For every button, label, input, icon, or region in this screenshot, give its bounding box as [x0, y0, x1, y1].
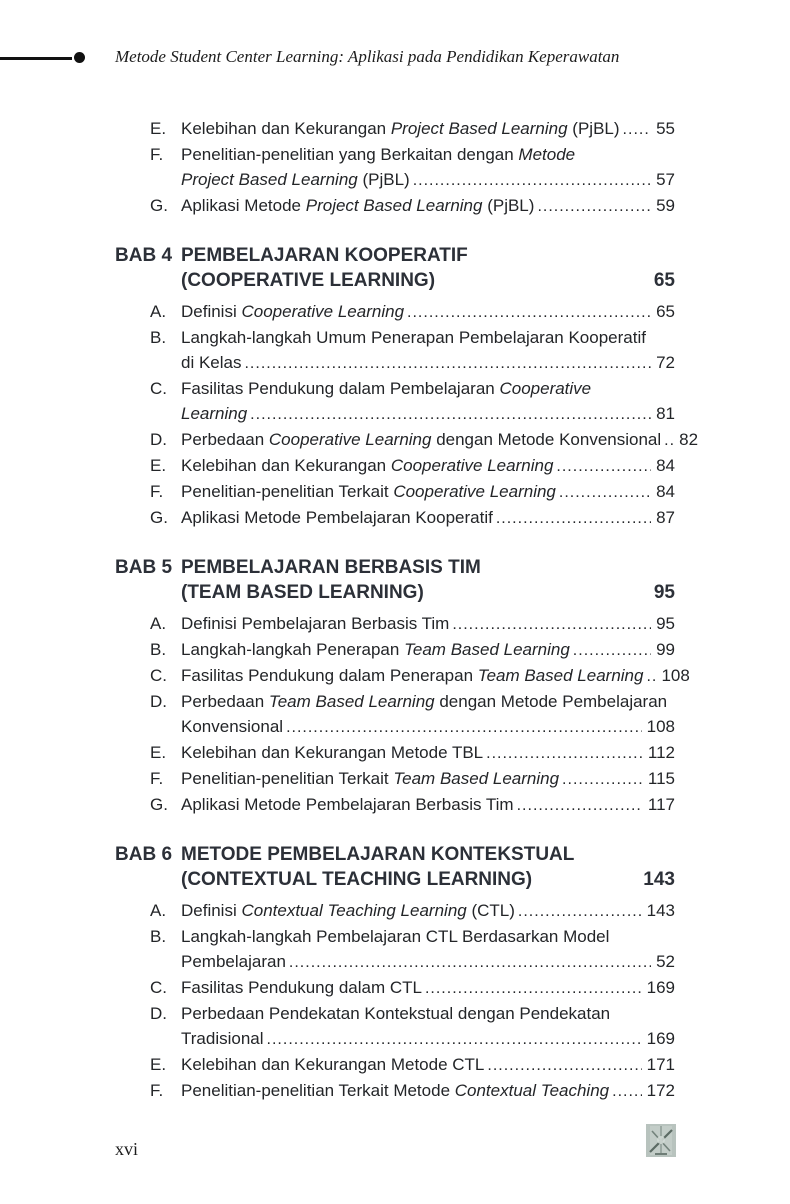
chapter-number: BAB 6	[115, 844, 173, 865]
header-bullet-icon	[74, 52, 85, 63]
toc-item-letter: D.	[150, 1004, 167, 1023]
toc-item-line	[181, 924, 675, 949]
toc-item-text: Langkah-langkah Penerapan Team Based Learning	[181, 640, 570, 659]
toc-item-line	[181, 142, 675, 167]
leader-dots	[286, 715, 642, 740]
chapter-title-line	[181, 555, 675, 580]
toc-item-content	[181, 505, 675, 531]
toc-item-text: Kelebihan dan Kekurangan Cooperative Learning	[181, 456, 554, 475]
leader-dots	[573, 638, 651, 663]
toc-item-letter: A.	[150, 901, 167, 920]
toc-item-content	[181, 1052, 675, 1078]
toc-item-text: Kelebihan dan Kekurangan Project Based Learning (PjBL)	[181, 119, 620, 138]
toc-item-line	[181, 949, 675, 975]
toc-item	[115, 479, 675, 505]
toc-item-line	[181, 1001, 675, 1026]
toc-item-content	[181, 689, 675, 740]
toc-item-line	[181, 689, 675, 714]
toc-item-content	[181, 637, 675, 663]
toc-item-letter: C.	[150, 379, 167, 398]
toc-item	[115, 689, 675, 740]
toc-item-text: Kelebihan dan Kekurangan Metode TBL	[181, 743, 484, 762]
chapter-page-number: 143	[643, 869, 675, 890]
toc-item-page-number: 115	[647, 769, 675, 788]
toc-item-line	[181, 401, 675, 427]
toc-item-line	[181, 453, 675, 479]
toc-item-line	[181, 376, 675, 401]
toc-item-content	[181, 479, 675, 505]
toc-item-content	[181, 299, 675, 325]
toc-item-text: Aplikasi Metode Project Based Learning (PjBL)	[181, 196, 535, 215]
toc-item-letter: G.	[150, 508, 168, 527]
toc-item-line	[181, 299, 675, 325]
toc-item-page-number: 81	[656, 404, 675, 423]
toc-item-text: Perbedaan Team Based Learning dengan Metode Pembelajaran	[181, 692, 668, 711]
toc-item-page-number: 112	[647, 743, 675, 762]
toc-item-content	[181, 142, 675, 193]
toc-item-text: Learning	[181, 404, 248, 423]
toc-item	[115, 663, 690, 689]
toc-section	[115, 243, 699, 531]
toc-item-text: Perbedaan Pendekatan Kontekstual dengan Pendekatan	[181, 1004, 611, 1023]
toc-item-text: Aplikasi Metode Pembelajaran Berbasis Tim	[181, 795, 514, 814]
chapter-title-line	[181, 867, 675, 892]
toc-item	[115, 505, 675, 531]
chapter-title	[181, 555, 675, 605]
toc-item	[115, 611, 675, 637]
toc-item-line	[181, 611, 675, 637]
toc-item-letter: F.	[150, 769, 164, 788]
toc-item-letter: E.	[150, 456, 167, 475]
toc-item-page-number: 52	[656, 952, 675, 971]
toc-item-content	[181, 453, 675, 479]
toc-item-letter: A.	[150, 614, 167, 633]
chapter-title	[181, 243, 675, 293]
toc-item-line	[181, 116, 675, 142]
toc-sections	[115, 116, 699, 1104]
toc-item-text: Definisi Pembelajaran Berbasis Tim	[181, 614, 450, 633]
toc-item-letter: F.	[150, 482, 164, 501]
chapter-number: BAB 4	[115, 245, 173, 266]
toc-item-text: Konvensional	[181, 717, 284, 736]
toc-item-text: di Kelas	[181, 353, 242, 372]
toc-item-text: Kelebihan dan Kekurangan Metode CTL	[181, 1055, 485, 1074]
leader-dots	[267, 1027, 642, 1052]
toc-item	[115, 376, 675, 427]
leader-dots	[518, 899, 642, 924]
toc-item-letter: A.	[150, 302, 167, 321]
toc-item	[115, 1001, 675, 1052]
toc-item-text: Penelitian-penelitian Terkait Metode Contextual Teaching	[181, 1081, 610, 1100]
chapter-title-text: (CONTEXTUAL TEACHING LEARNING)	[181, 869, 533, 890]
chapter-title-line	[181, 268, 675, 293]
toc-item-page-number: 65	[656, 302, 675, 321]
toc-item-content	[181, 766, 675, 792]
toc-item-content	[181, 740, 675, 766]
leader-dots	[250, 402, 651, 427]
toc-item-page-number: 87	[656, 508, 675, 527]
toc-item-content	[181, 116, 675, 142]
chapter-title-text: PEMBELAJARAN BERBASIS TIM	[181, 557, 481, 578]
chapter-number: BAB 5	[115, 557, 173, 578]
toc-item-line	[181, 325, 675, 350]
toc-item	[115, 637, 675, 663]
toc-item-page-number: 108	[646, 717, 675, 736]
toc-item-content	[181, 975, 675, 1001]
toc-item-text: Definisi Cooperative Learning	[181, 302, 405, 321]
toc-item-content	[181, 376, 675, 427]
leader-dots	[562, 767, 643, 792]
toc-item-text: Penelitian-penelitian Terkait Cooperative Learning	[181, 482, 556, 501]
toc-item-page-number: 82	[679, 430, 699, 449]
toc-item-text: Pembelajaran	[181, 952, 286, 971]
toc-item-page-number: 172	[646, 1081, 675, 1100]
toc-item-letter: E.	[150, 743, 167, 762]
chapter-heading	[115, 243, 675, 293]
chapter-title-line	[181, 842, 675, 867]
toc-item-content	[181, 1001, 675, 1052]
toc-item	[115, 792, 675, 818]
leader-dots	[425, 976, 642, 1001]
running-header-title: Metode Student Center Learning: Aplikasi pada Pendidikan Keperawatan	[115, 47, 620, 66]
leader-dots	[517, 793, 643, 818]
toc-item-line	[181, 427, 699, 453]
toc-item-text: Langkah-langkah Pembelajaran CTL Berdasarkan Model	[181, 927, 610, 946]
toc-item-page-number: 57	[656, 170, 675, 189]
toc-section	[115, 842, 675, 1104]
toc-item-content	[181, 663, 690, 689]
toc-item-letter: F.	[150, 145, 164, 164]
toc-item-text: Aplikasi Metode Pembelajaran Kooperatif	[181, 508, 493, 527]
toc-item	[115, 427, 699, 453]
leader-dots	[556, 454, 651, 479]
toc-item-text: Langkah-langkah Umum Penerapan Pembelajaran Kooperatif	[181, 328, 646, 347]
toc-item-text: Penelitian-penelitian yang Berkaitan dengan Metode	[181, 145, 576, 164]
toc-item-content	[181, 427, 699, 453]
toc-item-letter: E.	[150, 1055, 167, 1074]
toc-item-line	[181, 637, 675, 663]
toc-item	[115, 975, 675, 1001]
toc-item-letter: B.	[150, 640, 167, 659]
leader-dots	[612, 1079, 642, 1104]
toc-item-text: Tradisional	[181, 1029, 264, 1048]
toc-item-letter: F.	[150, 1081, 164, 1100]
toc-item-page-number: 84	[656, 456, 675, 475]
toc-item-line	[181, 740, 675, 766]
toc-item-page-number: 108	[661, 666, 690, 685]
toc-item-letter: B.	[150, 927, 167, 946]
toc-item-line	[181, 898, 675, 924]
toc-item-line	[181, 714, 675, 740]
chapter-heading	[115, 842, 675, 892]
leader-dots	[407, 300, 651, 325]
chapter-title-text: (COOPERATIVE LEARNING)	[181, 270, 436, 291]
toc-item	[115, 299, 675, 325]
footer-page-number: xvi	[115, 1139, 139, 1159]
toc-item-text: Penelitian-penelitian Terkait Team Based Learning	[181, 769, 560, 788]
toc-item-page-number: 99	[656, 640, 675, 659]
toc-item-line	[181, 479, 675, 505]
toc-item-content	[181, 193, 675, 219]
leader-dots	[244, 351, 651, 376]
toc-item-line	[181, 1078, 675, 1104]
toc-item-content	[181, 1078, 675, 1104]
toc-item	[115, 1052, 675, 1078]
chapter-title-line	[181, 580, 675, 605]
leader-dots	[487, 1053, 641, 1078]
publisher-logo-icon	[646, 1124, 676, 1157]
toc-section	[115, 555, 690, 818]
toc-item	[115, 924, 675, 975]
toc-item-letter: C.	[150, 978, 167, 997]
toc-item-letter: B.	[150, 328, 167, 347]
toc-item-content	[181, 611, 675, 637]
toc-item-page-number: 95	[656, 614, 675, 633]
toc-item-page-number: 169	[646, 978, 675, 997]
toc-item-letter: D.	[150, 692, 167, 711]
toc-item-page-number: 169	[646, 1029, 675, 1048]
toc-item	[115, 325, 675, 376]
chapter-heading	[115, 555, 675, 605]
toc-item-line	[181, 193, 675, 219]
header-rule	[0, 57, 72, 60]
toc-item-text: Fasilitas Pendukung dalam Pembelajaran Cooperative	[181, 379, 592, 398]
toc-item-line	[181, 350, 675, 376]
toc-item-text: Fasilitas Pendukung dalam Penerapan Team Based Learning	[181, 666, 644, 685]
toc-section	[115, 116, 675, 219]
toc-item-content	[181, 325, 675, 376]
leader-dots	[664, 428, 674, 453]
chapter-title-text: METODE PEMBELAJARAN KONTEKSTUAL	[181, 844, 575, 865]
leader-dots	[486, 741, 643, 766]
leader-dots	[289, 950, 651, 975]
chapter-page-number: 65	[653, 270, 675, 291]
toc-item-text: Fasilitas Pendukung dalam CTL	[181, 978, 422, 997]
toc-item-page-number: 55	[656, 119, 675, 138]
toc-item-page-number: 171	[646, 1055, 675, 1074]
leader-dots	[646, 664, 656, 689]
toc-item-content	[181, 792, 675, 818]
toc-item-line	[181, 792, 675, 818]
toc-item	[115, 1078, 675, 1104]
toc-item-page-number: 117	[647, 795, 675, 814]
leader-dots	[452, 612, 651, 637]
toc-item-line	[181, 505, 675, 531]
toc-item-letter: D.	[150, 430, 167, 449]
chapter-page-number: 95	[653, 582, 675, 603]
toc-item-page-number: 72	[656, 353, 675, 372]
toc-item-letter: G.	[150, 196, 168, 215]
toc-item-line	[181, 663, 690, 689]
toc-item-text: Project Based Learning (PjBL)	[181, 170, 410, 189]
toc-item	[115, 740, 675, 766]
toc-item-content	[181, 924, 675, 975]
toc-item-line	[181, 1026, 675, 1052]
toc-item	[115, 193, 675, 219]
toc-item-letter: G.	[150, 795, 168, 814]
toc-item-line	[181, 975, 675, 1001]
leader-dots	[537, 194, 651, 219]
leader-dots	[559, 480, 651, 505]
toc-item-line	[181, 766, 675, 792]
leader-dots	[496, 506, 651, 531]
toc-item-text: Definisi Contextual Teaching Learning (CTL)	[181, 901, 515, 920]
chapter-title-line	[181, 243, 675, 268]
toc-item	[115, 142, 675, 193]
toc-item-content	[181, 898, 675, 924]
toc-item-line	[181, 167, 675, 193]
toc-item	[115, 116, 675, 142]
toc-item-page-number: 59	[656, 196, 675, 215]
leader-dots	[623, 117, 652, 142]
toc-item	[115, 766, 675, 792]
chapter-title-text: PEMBELAJARAN KOOPERATIF	[181, 245, 468, 266]
chapter-title	[181, 842, 675, 892]
leader-dots	[413, 168, 651, 193]
toc-item	[115, 453, 675, 479]
chapter-title-text: (TEAM BASED LEARNING)	[181, 582, 424, 603]
toc-item-page-number: 84	[656, 482, 675, 501]
toc-item-line	[181, 1052, 675, 1078]
toc-item-letter: E.	[150, 119, 167, 138]
toc-item-page-number: 143	[646, 901, 675, 920]
toc-item	[115, 898, 675, 924]
toc-item-text: Perbedaan Cooperative Learning dengan Metode Konvensional	[181, 430, 662, 449]
toc-item-letter: C.	[150, 666, 167, 685]
